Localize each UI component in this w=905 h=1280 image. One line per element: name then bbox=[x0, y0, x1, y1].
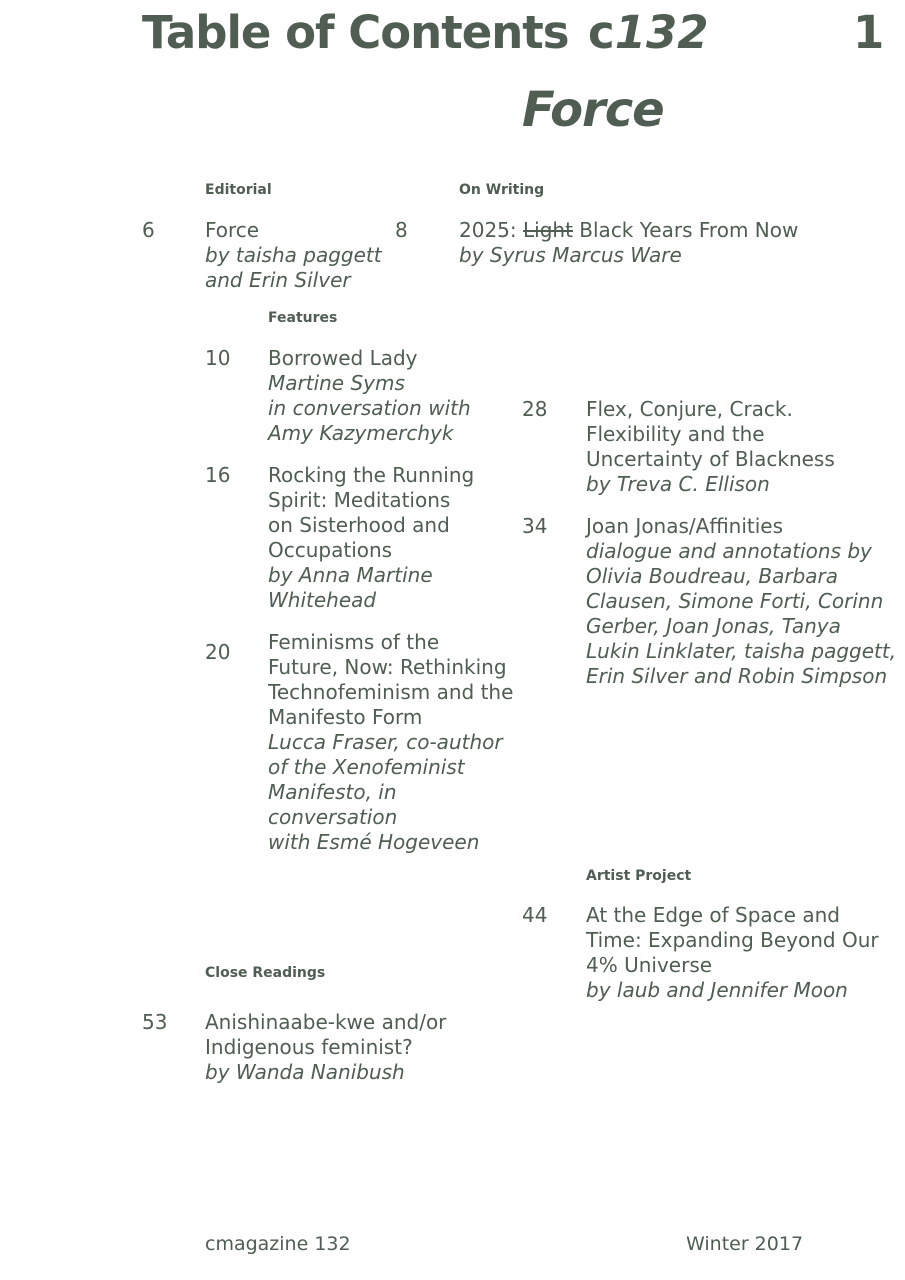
entry-page-number: 44 bbox=[522, 903, 548, 927]
struck-word: Light bbox=[523, 218, 573, 242]
entry-page-number: 6 bbox=[142, 218, 155, 242]
entry-title: Joan Jonas/Affinities bbox=[586, 514, 784, 538]
toc-entry[interactable] bbox=[205, 218, 395, 293]
page-title: Table of Contents bbox=[142, 6, 569, 59]
entry-title bbox=[459, 218, 879, 243]
entry-page-number: 28 bbox=[522, 397, 548, 421]
toc-entry[interactable] bbox=[205, 1010, 495, 1085]
entry-title: Flex, Conjure, Crack. Flexibility and the Uncertainty of Blackness bbox=[586, 397, 835, 471]
issue-theme: Force bbox=[522, 82, 664, 138]
entry-page-number: 20 bbox=[205, 640, 231, 664]
title-prefix: 2025: bbox=[459, 218, 523, 242]
section-label-artist-project: Artist Project bbox=[586, 868, 692, 884]
toc-entry[interactable] bbox=[268, 630, 518, 855]
footer-season: Winter 2017 bbox=[686, 1233, 804, 1255]
toc-entry[interactable] bbox=[268, 346, 513, 446]
section-label-features: Features bbox=[268, 310, 338, 326]
issue-label bbox=[588, 6, 709, 59]
entry-title: Borrowed Lady bbox=[268, 346, 418, 370]
entry-byline: by Anna Martine Whitehead bbox=[268, 563, 433, 612]
entry-title: Force bbox=[205, 218, 260, 242]
entry-page-number: 8 bbox=[395, 218, 408, 242]
title-suffix: Black Years From Now bbox=[572, 218, 799, 242]
entry-page-number: 53 bbox=[142, 1010, 168, 1034]
entry-page-number: 34 bbox=[522, 514, 548, 538]
entry-title: Rocking the Running Spirit: Meditations on Sisterhood and Occupations bbox=[268, 463, 475, 562]
toc-entry[interactable] bbox=[586, 397, 886, 497]
section-label-close-readings: Close Readings bbox=[205, 965, 326, 981]
entry-byline: by laub and Jennifer Moon bbox=[586, 978, 848, 1002]
issue-prefix: c bbox=[588, 6, 615, 59]
entry-byline: by Treva C. Ellison bbox=[586, 472, 770, 496]
page-number: 1 bbox=[853, 6, 885, 59]
entry-byline: Martine Syms in conversation with Amy Kazymerchyk bbox=[268, 371, 471, 445]
toc-entry[interactable] bbox=[586, 514, 898, 689]
toc-entry[interactable] bbox=[586, 903, 898, 1003]
entry-byline: dialogue and annotations by Olivia Boudreau, Barbara Clausen, Simone Forti, Corinn Gerber, Joan Jonas, Tanya Lukin Linklater, taisha paggett, Erin Silver and Robin Simpson bbox=[586, 539, 897, 688]
entry-title: Feminisms of the Future, Now: Rethinking Technofeminism and the Manifesto Form bbox=[268, 630, 514, 729]
toc-entry[interactable] bbox=[268, 463, 513, 613]
footer-publication: cmagazine 132 bbox=[205, 1233, 351, 1255]
entry-page-number: 16 bbox=[205, 463, 231, 487]
entry-page-number: 10 bbox=[205, 346, 231, 370]
toc-entry[interactable] bbox=[459, 218, 879, 268]
entry-byline: by Syrus Marcus Ware bbox=[459, 243, 682, 267]
entry-title: Anishinaabe-kwe and/or Indigenous feminist? bbox=[205, 1010, 447, 1059]
issue-number: 132 bbox=[614, 6, 709, 59]
section-label-on-writing: On Writing bbox=[459, 182, 545, 198]
section-label-editorial: Editorial bbox=[205, 182, 272, 198]
entry-title: At the Edge of Space and Time: Expanding Beyond Our 4% Universe bbox=[586, 903, 879, 977]
entry-byline: by Wanda Nanibush bbox=[205, 1060, 405, 1084]
entry-byline: by taisha paggett and Erin Silver bbox=[205, 243, 382, 292]
entry-byline: Lucca Fraser, co-author of the Xenofeminist Manifesto, in conversation with Esmé Hogeveen bbox=[268, 730, 503, 854]
